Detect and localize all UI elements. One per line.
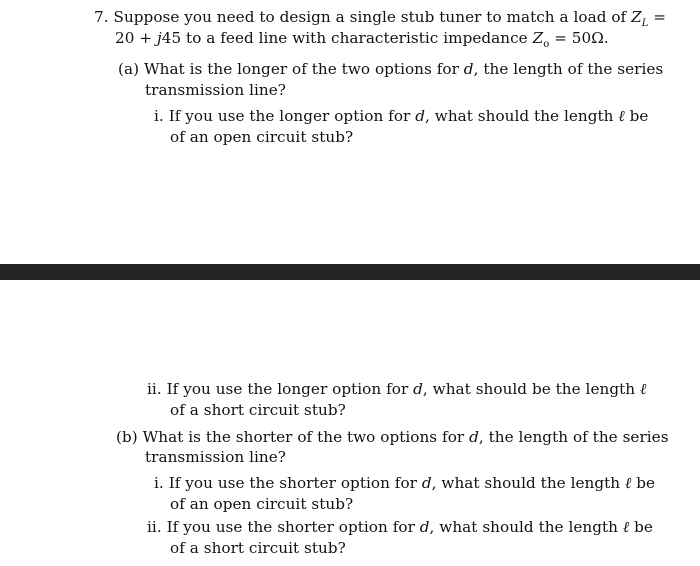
ell-symbol: ℓ <box>639 380 647 398</box>
d-symbol: d <box>469 428 479 446</box>
part-b-i-text-end: be <box>631 474 656 492</box>
statement-text: Suppose you need to design a single stub tuner to match a load of <box>113 8 632 26</box>
part-a-text-cont: , the length of the series <box>473 60 664 78</box>
part-a-label: (a) <box>118 60 140 78</box>
part-a-question-line-1 <box>118 59 663 79</box>
part-b-ii-line-1 <box>147 517 653 537</box>
part-a-i-label: i. <box>154 107 164 125</box>
page-divider-bar <box>0 264 700 280</box>
ell-symbol: ℓ <box>618 107 625 125</box>
ell-symbol: ℓ <box>622 518 630 536</box>
statement-text-cont: 45 to a feed line with characteristic impedance <box>161 29 533 47</box>
part-a-question-line-2: transmission line? <box>145 81 286 99</box>
part-b-question-line-1 <box>116 427 669 447</box>
part-b-question-line-2: transmission line? <box>145 448 286 466</box>
characteristic-impedance-symbol: Z <box>532 29 544 47</box>
part-b-i-label: i. <box>154 474 164 492</box>
load-impedance-symbol: Z <box>631 8 642 26</box>
part-a-ii-text-cont: , what should be the length <box>422 380 640 398</box>
equals-sign: = <box>648 8 667 26</box>
part-b-ii-line-2: of a short circuit stub? <box>170 539 346 557</box>
part-a-text: What is the longer of the two options for <box>143 60 464 78</box>
part-a-i-text-cont: , what should the length <box>425 107 619 125</box>
characteristic-impedance-subscript: o <box>543 39 550 51</box>
load-impedance-subscript: L <box>641 18 649 30</box>
part-b-i-line-2: of an open circuit stub? <box>170 495 354 513</box>
part-a-ii-label: ii. <box>147 380 162 398</box>
part-b-ii-text-end: be <box>629 518 653 536</box>
part-b-i-text-cont: , what should the length <box>431 474 625 492</box>
part-a-i-line-2: of an open circuit stub? <box>170 128 354 146</box>
problem-statement-line-2 <box>115 28 609 55</box>
part-b-ii-text: If you use the shorter option for <box>166 518 420 536</box>
part-a-i-text-end: be <box>624 107 649 125</box>
d-symbol: d <box>415 107 426 125</box>
d-symbol: d <box>421 474 432 492</box>
load-real-part: 20 + <box>115 29 157 47</box>
d-symbol: d <box>463 60 474 78</box>
problem-number: 7. <box>94 8 109 26</box>
part-b-i-text: If you use the shorter option for <box>168 474 422 492</box>
part-b-ii-label: ii. <box>147 518 162 536</box>
part-a-i-text: If you use the longer option for <box>168 107 416 125</box>
imaginary-unit: j <box>156 29 162 47</box>
part-b-i-line-1 <box>154 473 655 493</box>
part-a-ii-line-1 <box>147 379 646 399</box>
ell-symbol: ℓ <box>624 474 632 492</box>
part-a-i-line-1 <box>154 106 648 126</box>
part-b-text-cont: , the length of the series <box>478 428 669 446</box>
d-symbol: d <box>413 380 423 398</box>
part-b-label: (b) <box>116 428 138 446</box>
characteristic-impedance-value: = 50Ω. <box>549 29 609 47</box>
part-b-ii-text-cont: , what should the length <box>429 518 623 536</box>
part-a-ii-text: If you use the longer option for <box>166 380 414 398</box>
part-a-ii-line-2: of a short circuit stub? <box>170 401 346 419</box>
part-b-text: What is the shorter of the two options for <box>142 428 470 446</box>
d-symbol: d <box>419 518 430 536</box>
